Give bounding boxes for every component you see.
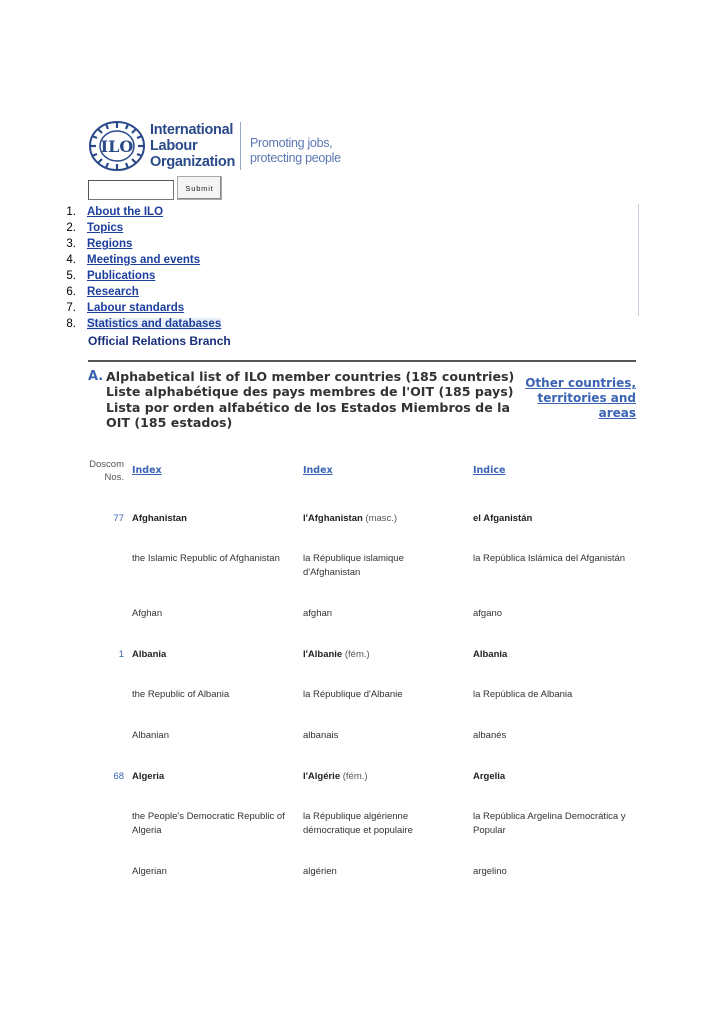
official-name-es: la República Islámica del Afganistán (473, 553, 626, 564)
logo-wordmark (150, 122, 235, 170)
title-english: Alphabetical list of ILO member countries (185 countries) (106, 369, 515, 384)
gender-note: (masc.) (362, 513, 398, 524)
index-english-link[interactable]: Index (132, 465, 162, 476)
country-name-fr (303, 770, 463, 784)
branch-title: Official Relations Branch (88, 334, 231, 348)
nav-number: 2. (66, 222, 76, 234)
submit-button[interactable]: Submit (177, 176, 222, 200)
gender-note: (fém.) (342, 649, 370, 660)
nav-link-labour-standards[interactable]: Labour standards (87, 302, 185, 314)
adjective-es: afgano (473, 608, 503, 619)
nav-number: 4. (66, 254, 76, 266)
other-link-line-1: Other countries, (525, 376, 636, 390)
nav-number: 3. (66, 238, 76, 250)
doscom-header (84, 458, 124, 484)
tagline-line-2: protecting people (250, 151, 341, 165)
title-french: Liste alphabétique des pays membres de l'OIT (185 pays) (106, 384, 514, 400)
official-name-fr: la République d'Albanie (303, 689, 403, 700)
nav-number: 6. (66, 286, 76, 298)
section-title (106, 369, 515, 430)
other-link-line-2: territories and (537, 391, 636, 405)
logo-line-2: Labour (150, 138, 198, 154)
official-name-en: the People's Democratic Republic of Algeria (132, 811, 285, 836)
doscom-header-line-1: Doscom (89, 459, 124, 470)
adjective-es: argelino (473, 866, 507, 877)
country-name-en: Afghanistan (132, 513, 187, 524)
ilo-logo[interactable] (88, 120, 348, 172)
adjective-es: albanés (473, 730, 507, 741)
nav-link-meetings[interactable]: Meetings and events (87, 254, 201, 266)
index-spanish-link[interactable]: Indice (473, 465, 506, 476)
logo-divider (240, 122, 241, 170)
country-name-fr-text: l'Afghanistan (303, 513, 363, 524)
country-name-es: el Afganistán (473, 513, 533, 524)
nav-number: 5. (66, 270, 76, 282)
doscom-number: 68 (113, 771, 124, 782)
emblem-text: ILO (100, 137, 134, 156)
official-name-fr: la République algérienne démocratique et populaire (303, 811, 413, 836)
official-name-en: the Islamic Republic of Afghanistan (132, 553, 280, 564)
title-spanish-2: OIT (185 estados) (106, 414, 233, 430)
adjective-fr: afghan (303, 608, 333, 619)
nav-number: 1. (66, 206, 76, 218)
section-letter: A. (88, 369, 104, 384)
official-name-fr: la République islamique d'Afghanistan (303, 553, 404, 578)
ilo-emblem-icon (88, 120, 146, 172)
nav-link-research[interactable]: Research (87, 286, 139, 298)
search-input[interactable] (88, 180, 174, 200)
official-name-es: la República Argelina Democrática y Popular (473, 811, 626, 836)
country-name-fr-text: l'Algérie (303, 771, 341, 782)
official-name-es: la República de Albania (473, 689, 573, 700)
official-name-en: the Republic of Albania (132, 689, 230, 700)
country-name-fr-text: l'Albanie (303, 649, 343, 660)
country-name-fr (303, 648, 463, 662)
nav-link-regions[interactable]: Regions (87, 238, 133, 250)
doscom-number: 1 (118, 649, 124, 660)
doscom-number: 77 (113, 513, 124, 524)
horizontal-rule (88, 360, 636, 362)
adjective-en: Algerian (132, 866, 167, 877)
tagline-line-1: Promoting jobs, (250, 136, 333, 150)
nav-link-about[interactable]: About the ILO (87, 206, 164, 218)
adjective-en: Albanian (132, 730, 169, 741)
country-name-es: Albania (473, 649, 508, 660)
country-name-es: Argelia (473, 771, 506, 782)
country-name-en: Algeria (132, 771, 165, 782)
gender-note: (fém.) (340, 771, 368, 782)
other-countries-link[interactable] (514, 376, 636, 421)
other-link-line-3: areas (598, 406, 636, 420)
index-french-link[interactable]: Index (303, 465, 333, 476)
logo-line-3: Organization (150, 154, 236, 170)
adjective-fr: albanais (303, 730, 339, 741)
logo-line-1: International (150, 122, 234, 138)
adjective-fr: algérien (303, 866, 337, 877)
nav-number: 7. (66, 302, 76, 314)
nav-link-topics[interactable]: Topics (87, 222, 124, 234)
country-name-fr (303, 512, 463, 526)
logo-tagline (250, 136, 341, 166)
country-name-en: Albania (132, 649, 167, 660)
nav-link-publications[interactable]: Publications (87, 270, 156, 282)
nav-link-statistics[interactable]: Statistics and databases (87, 318, 222, 330)
nav-divider (638, 204, 639, 316)
doscom-header-line-2: Nos. (104, 472, 124, 483)
title-spanish-1: Lista por orden alfabético de los Estados Miembros de la (106, 399, 510, 415)
nav-number: 8. (66, 318, 76, 330)
adjective-en: Afghan (132, 608, 163, 619)
